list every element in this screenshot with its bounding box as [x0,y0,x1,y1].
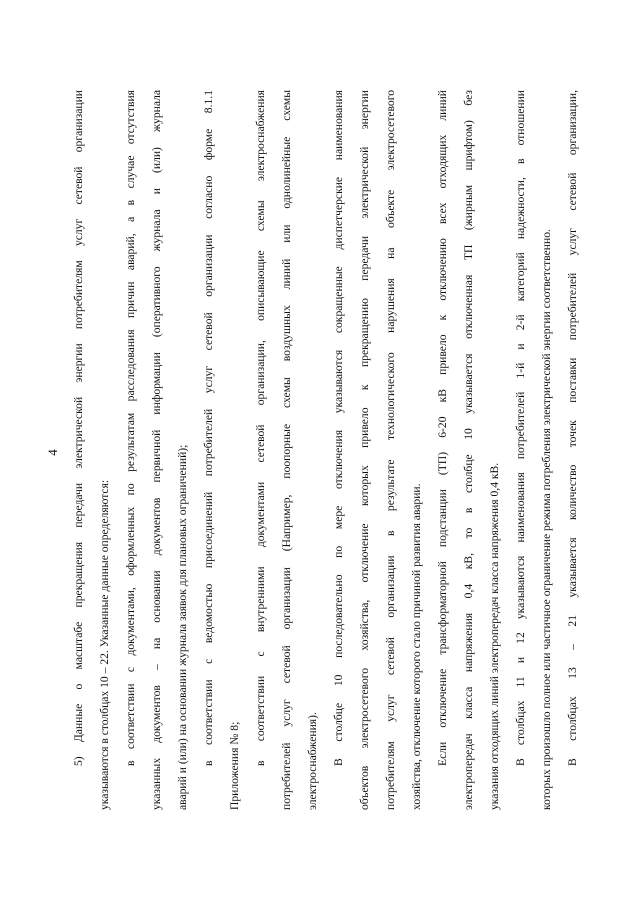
text-line: хозяйства, отключение которого стало причиной развития аварии. [410,483,423,810]
text-line: Если отключение трансформаторной подстанции (ТП) 6-20 кВ привело к отключению всех отходящих линий [436,90,449,766]
text-line: в соответствии с внутренними документами сетевой организации, описывающие схемы электроснабжения [254,90,267,766]
text-line: указываются в столбцах 10 – 22. Указанные данные определяются: [98,479,111,810]
text-line: в соответствии с документами, оформленных по результатам расследования причин аварий, а в случае отсутствия [124,90,137,766]
document-body [66,90,586,810]
text-line: указанных документов – на основании документов первичной информации (оперативного журнала и (или) журнала [150,90,163,810]
text-line: В столбцах 11 и 12 указываются наименования потребителей 1-й и 2-й категорий надежности, в отношении [514,90,527,766]
text-line: потребителям услуг сетевой организации в результате технологического нарушения на объекте электросетевого [384,90,397,810]
text-line: электропередач класса напряжения 0,4 кВ, то в столбце 10 указывается отключенная ТП (жирным шрифтом) без [462,90,475,810]
text-line: В столбце 10 последовательно по мере отключения указываются сокращенные диспетчерские наименования [332,90,345,766]
text-line: 5) Данные о масштабе прекращения передачи электрической энергии потребителям услуг сетевой организации [72,90,85,766]
text-line: В столбцах 13 – 21 указывается количество точек поставки потребителей услуг сетевой организации, [566,90,579,766]
text-line: аварий и (или) на основании журнала заявок для плановых ограничений); [176,444,189,810]
text-line: Приложения № 8; [228,721,241,810]
text-line: объектов электросетевого хозяйства, отключение которых привело к прекращению передачи электрической энергии [358,90,371,810]
text-line: указания отходящих линий электропередач класса напряжения 0,4 кВ. [488,462,501,810]
text-line: электроснабжения). [306,712,319,810]
text-line: потребителей услуг сетевой организации (Например, поопорные схемы воздушных линий или однолинейные схемы [280,90,293,810]
text-line: в соответствии с ведомостью присоединений потребителей услуг сетевой организации согласно форме 8.1.1 [202,90,215,766]
text-line: которых произошло полное или частичное ограничение режима потребления электрической энергии соответственно. [540,229,553,810]
page-number: 4 [45,449,60,456]
